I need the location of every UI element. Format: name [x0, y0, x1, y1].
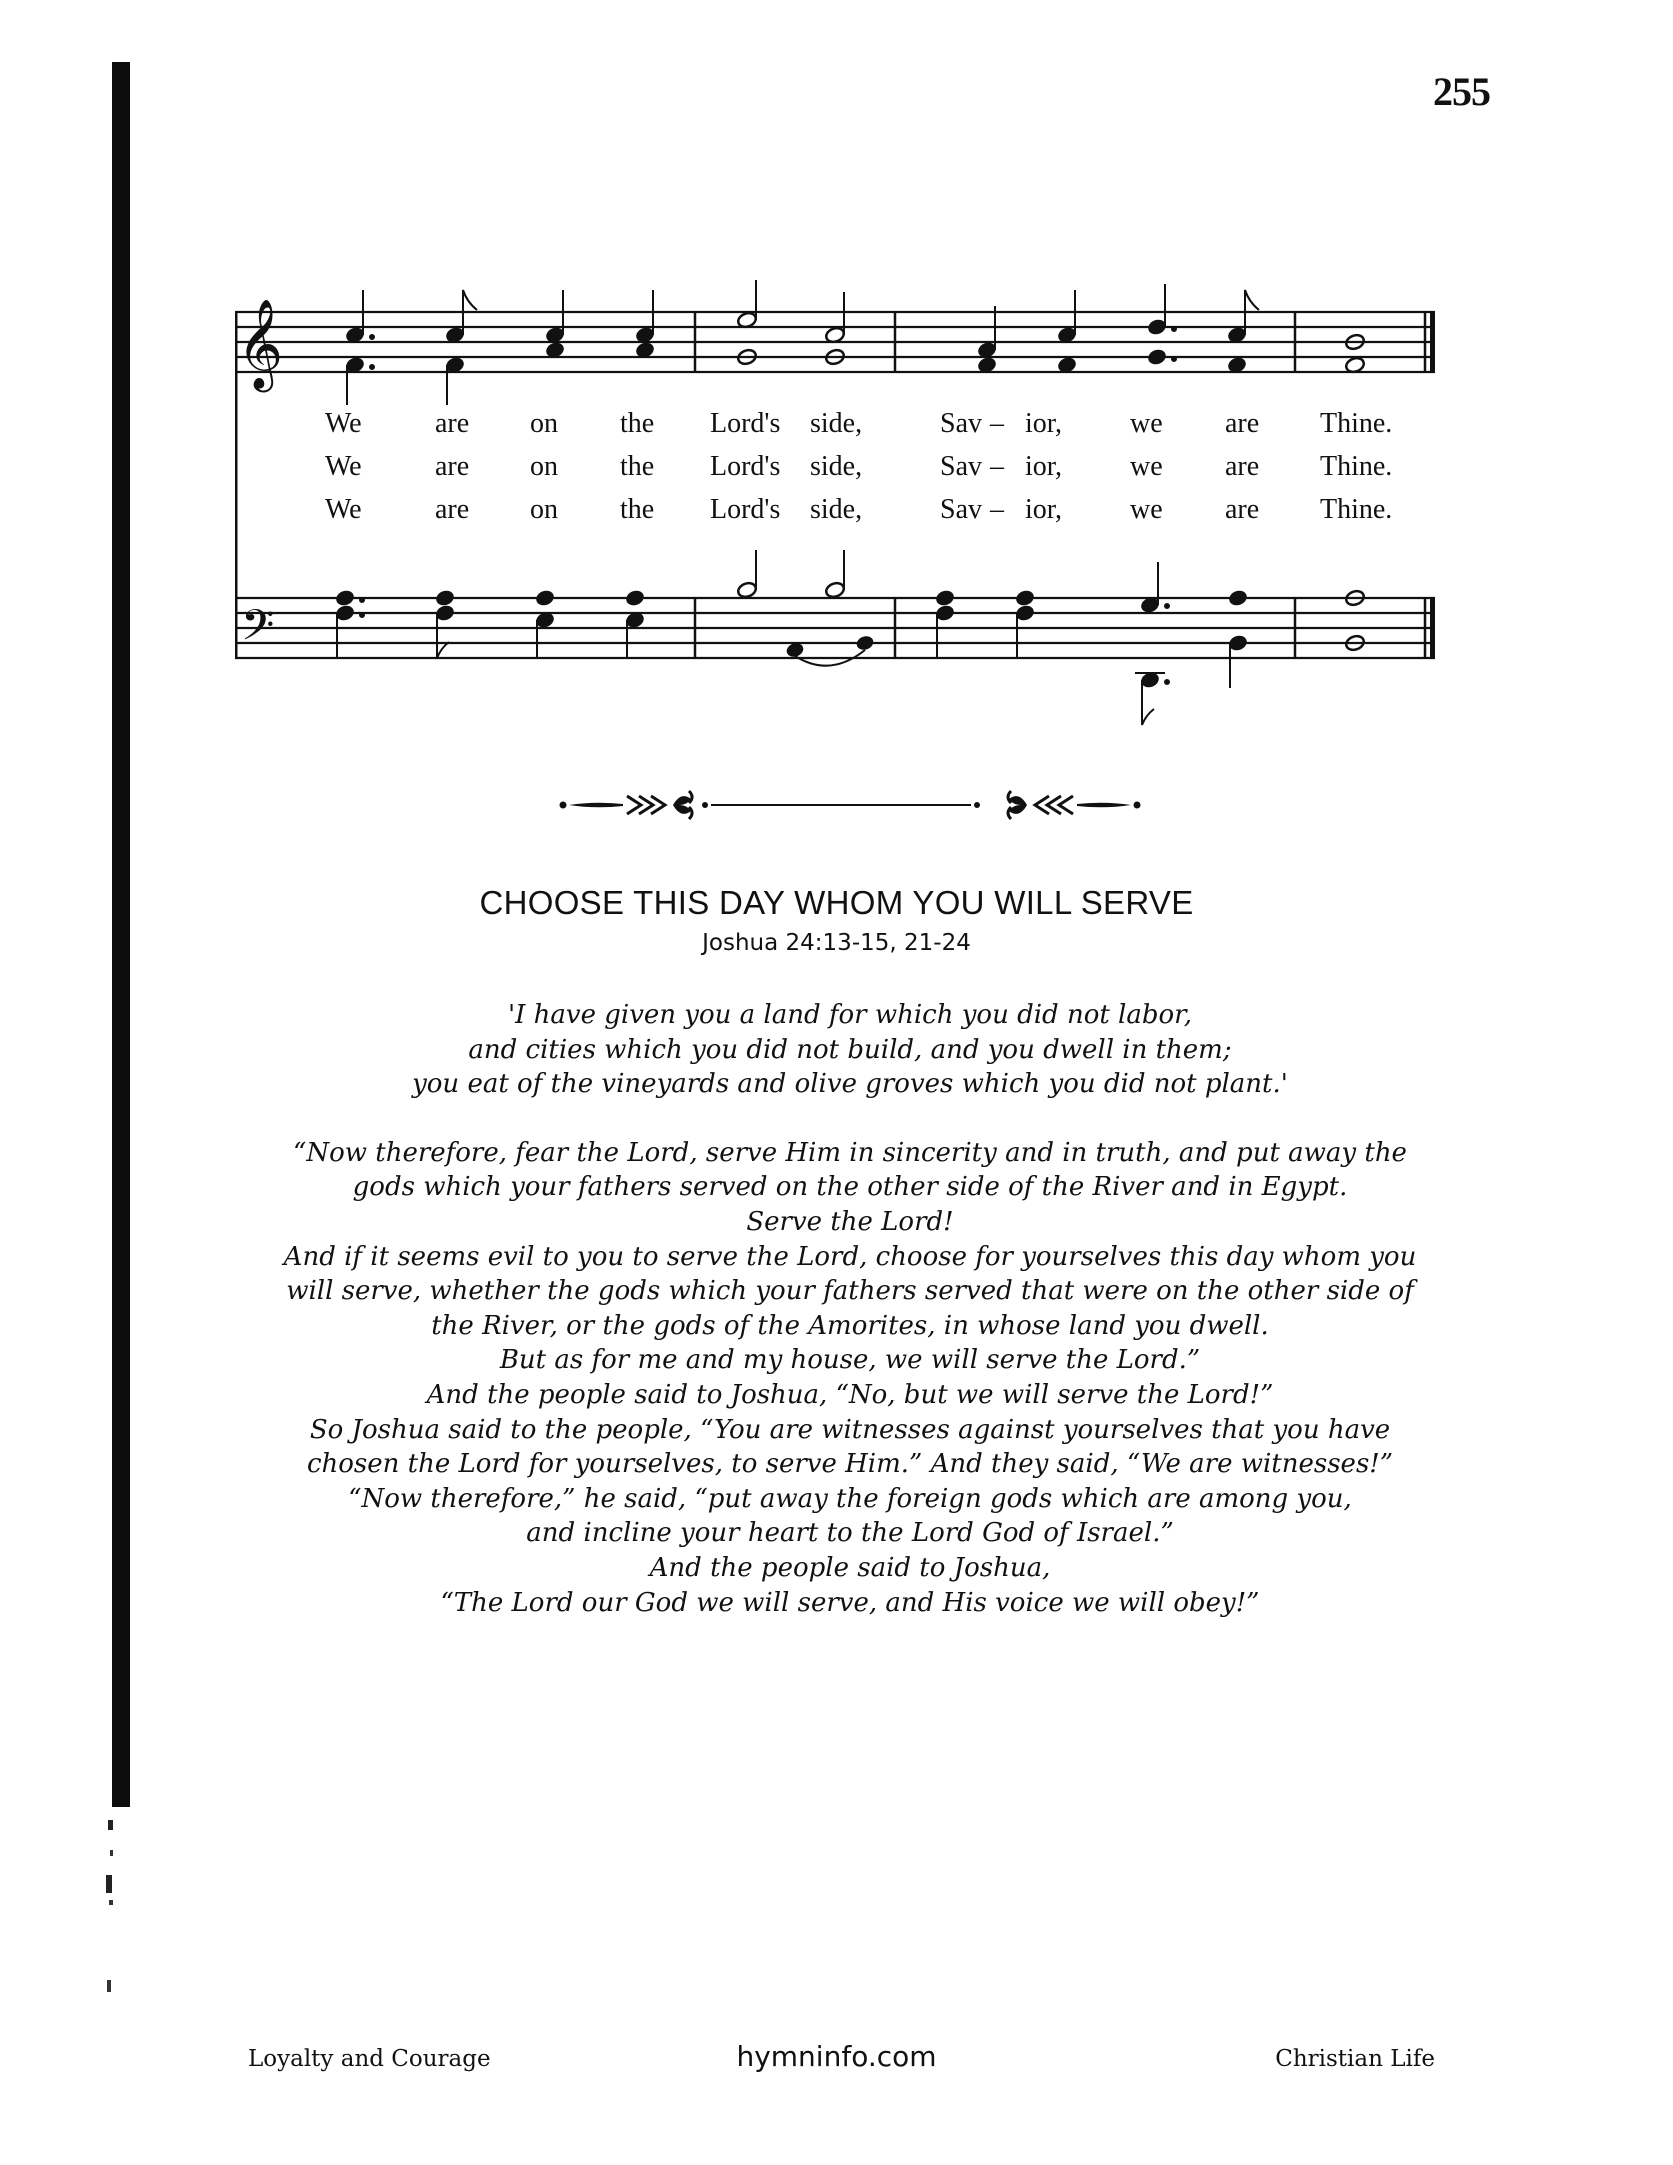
lyric-syllable: Thine.: [1320, 408, 1393, 439]
lyric-syllable: the: [620, 451, 655, 482]
lyric-syllable: Sav: [940, 408, 982, 439]
scripture-line: But as for me and my house, we will serve the Lord.”: [499, 1345, 1201, 1376]
lyric-syllable: We: [325, 494, 362, 525]
scripture-line: “Now therefore, fear the Lord, serve Him in sincerity and in truth, and put away the: [293, 1137, 1407, 1168]
scan-specks: [100, 1820, 120, 2000]
lyric-syllable: Sav: [940, 494, 982, 525]
lyric-syllable: Lord's: [710, 494, 781, 525]
lyric-syllable: we: [1130, 451, 1163, 482]
lyric-syllable: on: [530, 408, 558, 439]
lyric-syllable: are: [1225, 408, 1260, 439]
scripture-reading: [200, 998, 1500, 1620]
lyric-syllable: we: [1130, 494, 1163, 525]
lyric-syllable: –: [990, 408, 1004, 439]
lyric-syllable: ior,: [1025, 494, 1062, 525]
lyric-syllable: the: [620, 408, 655, 439]
bass-staff: [235, 598, 1435, 658]
lyric-syllable: We: [325, 408, 362, 439]
lyric-syllable: we: [1130, 408, 1163, 439]
scripture-line: And if it seems evil to you to serve the Lord, choose for yourselves this day whom you: [283, 1241, 1417, 1272]
lyric-syllable: Sav: [940, 451, 982, 482]
lyric-syllable: are: [435, 408, 470, 439]
scripture-line: “The Lord our God we will serve, and His voice we will obey!”: [440, 1587, 1260, 1618]
scripture-line: chosen the Lord for yourselves, to serve Him.” And they said, “We are witnesses!”: [306, 1449, 1394, 1480]
lyric-syllable: the: [620, 494, 655, 525]
scripture-line: And the people said to Joshua,: [649, 1552, 1051, 1583]
scripture-line: will serve, whether the gods which your fathers served that were on the other side of: [286, 1276, 1414, 1307]
page-number: 255: [1433, 69, 1490, 114]
ornament-divider: [555, 780, 1145, 830]
footer-section: Loyalty and Courage: [248, 2046, 491, 2072]
lyric-syllable: are: [435, 451, 470, 482]
lyric-syllable: Lord's: [710, 408, 781, 439]
footer-site: hymninfo.com: [736, 2040, 937, 2073]
lyric-syllable: ior,: [1025, 408, 1062, 439]
lyric-syllable: side,: [810, 451, 863, 482]
reading-title: CHOOSE THIS DAY WHOM YOU WILL SERVE: [479, 884, 1194, 921]
lyric-syllable: are: [1225, 494, 1260, 525]
lyric-syllable: ior,: [1025, 451, 1062, 482]
bass-notes: [330, 550, 1372, 725]
scripture-line: and incline your heart to the Lord God of Israel.”: [526, 1518, 1174, 1549]
scripture-line: and cities which you did not build, and you dwell in them;: [468, 1034, 1232, 1065]
scripture-line: you eat of the vineyards and olive groves which you did not plant.': [412, 1069, 1288, 1100]
lyric-syllable: –: [990, 494, 1004, 525]
scripture-line: So Joshua said to the people, “You are witnesses against yourselves that you have: [309, 1414, 1391, 1445]
bass-clef-icon: 𝄢: [241, 601, 275, 661]
scripture-line: the River, or the gods of the Amorites, in whose land you dwell.: [431, 1310, 1269, 1341]
scripture-line: 'I have given you a land for which you did not labor,: [507, 1000, 1193, 1030]
lyric-syllable: side,: [810, 408, 863, 439]
lyric-syllable: –: [990, 451, 1004, 482]
footer-category: Christian Life: [1275, 2046, 1435, 2072]
lyric-syllable: on: [530, 451, 558, 482]
lyric-syllable: We: [325, 451, 362, 482]
lyric-syllable: are: [1225, 451, 1260, 482]
scripture-line: Serve the Lord!: [746, 1206, 954, 1237]
music-system: [235, 280, 1435, 744]
lyric-syllable: Thine.: [1320, 451, 1393, 482]
scripture-line: And the people said to Joshua, “No, but we will serve the Lord!”: [426, 1379, 1274, 1410]
lyric-syllable: side,: [810, 494, 863, 525]
lyric-syllable: Lord's: [710, 451, 781, 482]
reading-reference: Joshua 24:13-15, 21-24: [702, 930, 971, 956]
treble-clef-icon: 𝄞: [237, 299, 284, 389]
lyric-syllable: on: [530, 494, 558, 525]
scripture-line: gods which your fathers served on the other side of the River and in Egypt.: [352, 1172, 1348, 1203]
lyric-syllable: Thine.: [1320, 494, 1393, 525]
lyric-syllable: are: [435, 494, 470, 525]
scripture-line: “Now therefore,” he said, “put away the foreign gods which are among you,: [348, 1483, 1352, 1514]
